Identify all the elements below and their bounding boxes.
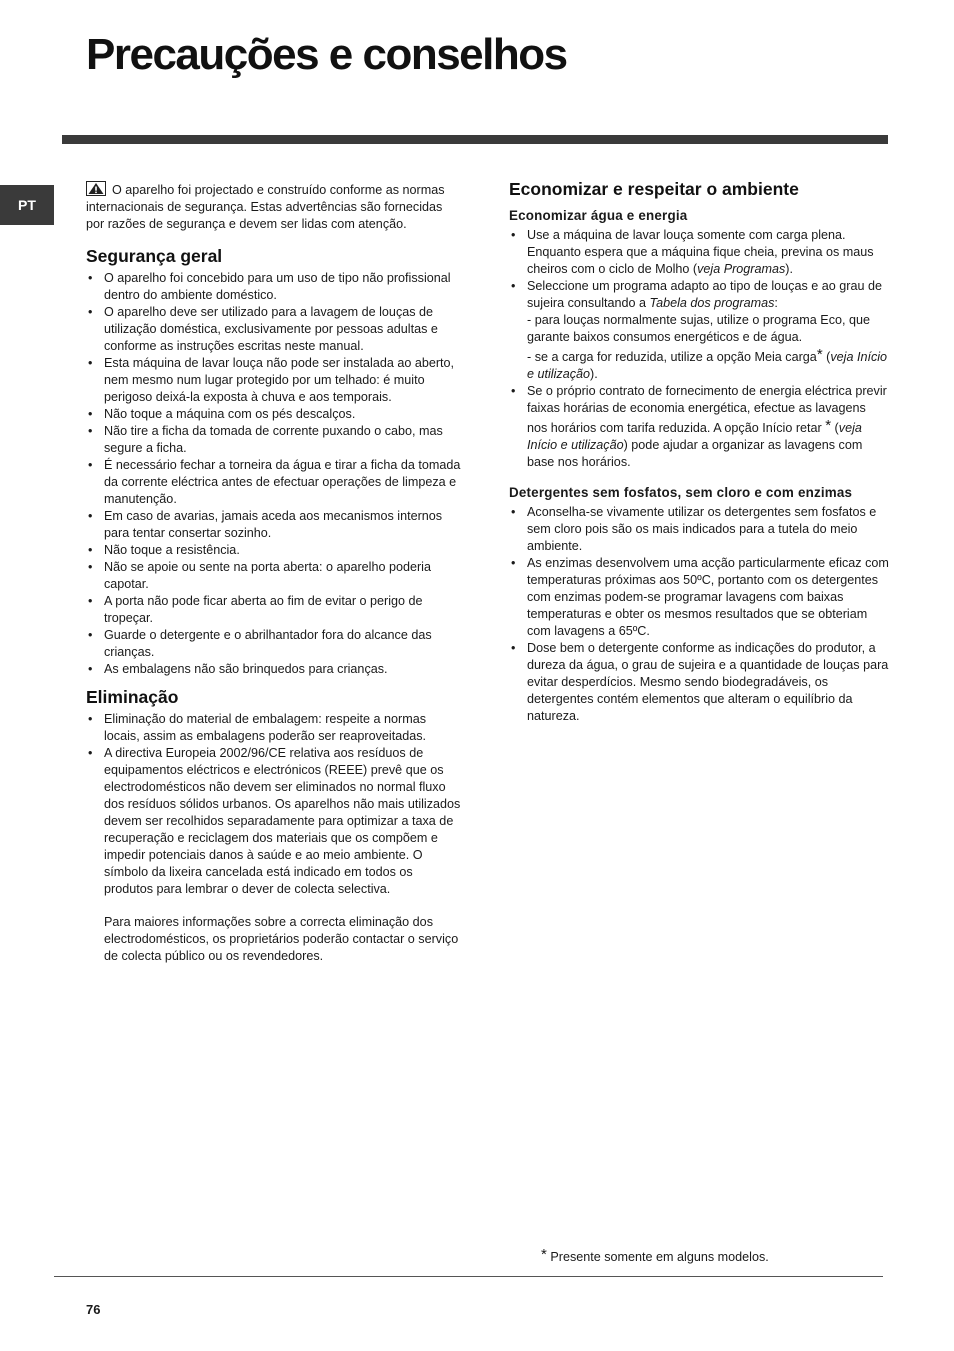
list-item: • Não se apoie ou sente na porta aberta: o aparelho poderia capotar. <box>86 559 464 593</box>
list-item <box>509 278 889 383</box>
item-reference: veja Início e utilização <box>527 421 862 452</box>
agua-energia-list <box>509 227 889 471</box>
detergentes-subheading: Detergentes sem fosfatos, sem cloro e com enzimas <box>509 485 853 500</box>
item-text: Seleccione um programa adapto ao tipo de louças e ao grau de sujeira consultando a <box>527 279 882 310</box>
ambiente-heading: Economizar e respeitar o ambiente <box>509 179 799 199</box>
item-text: ). <box>590 367 598 381</box>
list-item: • É necessário fechar a torneira da água e tirar a ficha da tomada da corrente eléctrica antes de efectuar operações de limpeza e manutenção. <box>86 457 464 508</box>
detergentes-list <box>509 504 889 725</box>
list-item: • Dose bem o detergente conforme as indicações do produtor, a dureza da água, o grau de sujeira e a quantidade de louças para evitar desperdícios. Mesmo sendo biodegradáveis, os detergentes contém elementos que alteram o equilíbrio da natureza. <box>509 640 889 725</box>
footnote <box>541 1246 769 1264</box>
footnote-marker: * <box>541 1246 547 1263</box>
list-item <box>509 227 889 278</box>
page-title: Precauções e conselhos <box>86 30 567 79</box>
list-item: • As embalagens não são brinquedos para crianças. <box>86 661 464 678</box>
list-item: • Não toque a máquina com os pés descalços. <box>86 406 464 423</box>
item-reference: Tabela dos programas <box>649 296 775 310</box>
spacer <box>509 471 889 483</box>
right-column <box>509 178 889 733</box>
item-text: ). <box>785 262 793 276</box>
eliminacao-heading: Eliminação <box>86 687 179 707</box>
eliminacao-note: Para maiores informações sobre a correcta eliminação dos electrodomésticos, os proprietários poderão contactar o serviço de colecta público ou os revendedores. <box>104 915 459 963</box>
intro-text: O aparelho foi projectado e construído conforme as normas internacionais de segurança. Estas advertências são fornecidas por razões de segurança e devem ser lidas com atenção. <box>86 183 445 231</box>
list-item: • As enzimas desenvolvem uma acção particularmente eficaz com temperaturas próximas aos 50ºC, portanto com os detergentes com enzimas podem-se programar lavagens com baixas temperaturas e obter os mesmos resultados que se obteriam com lavagens a 65ºC. <box>509 555 889 640</box>
list-item: • Esta máquina de lavar louça não pode ser instalada ao aberto, nem mesmo num lugar protegido por um telhado: é muito perigoso deixá-la exposta à chuva e aos temporais. <box>86 355 464 406</box>
item-text: - se a carga for reduzida, utilize a opção Meia carga <box>527 350 817 364</box>
item-text: ( <box>822 350 831 364</box>
list-item: • Em caso de avarias, jamais aceda aos mecanismos internos para tentar consertar sozinho. <box>86 508 464 542</box>
item-reference: veja Início e utilização <box>527 350 888 381</box>
left-column <box>86 181 464 965</box>
item-text: ( <box>831 421 839 435</box>
item-reference: veja Programas <box>697 262 786 276</box>
page-number: 76 <box>86 1302 101 1317</box>
footer-rule <box>54 1276 883 1277</box>
footnote-marker: * <box>825 417 832 434</box>
seguranca-list <box>86 270 464 678</box>
list-item: • Guarde o detergente e o abrilhantador fora do alcance das crianças. <box>86 627 464 661</box>
list-item <box>509 383 889 471</box>
list-item: • A directiva Europeia 2002/96/CE relativa aos resíduos de equipamentos eléctricos e electrónicos (REEE) prevê que os electrodomésticos não devem ser eliminados no normal fluxo dos resíduos sólidos urbanos. Os aparelhos não mais utilizados devem ser recolhidos separadamente para optimizar a taxa de recuperação e reciclagem dos materiais que os compõem e impedir potenciais danos à saúde e ao meio ambiente. O símbolo da lixeira cancelada está indicado em todos os produtos para lembrar o dever de colecta selectiva. <box>86 745 464 898</box>
header-rule <box>62 135 888 144</box>
list-item: • O aparelho foi concebido para um uso de tipo não profissional dentro do ambiente doméstico. <box>86 270 464 304</box>
list-item: • O aparelho deve ser utilizado para a lavagem de louças de utilização doméstica, exclusivamente por pessoas adultas e conforme as instruções escritas neste manual. <box>86 304 464 355</box>
item-text: ) pode ajudar a organizar as lavagens com base nos horários. <box>527 438 863 469</box>
list-item: • Não tire a ficha da tomada de corrente puxando o cabo, mas segure a ficha. <box>86 423 464 457</box>
list-item: • Aconselha-se vivamente utilizar os detergentes sem fosfatos e sem cloro pois são os mais indicados para a tutela do meio ambiente. <box>509 504 889 555</box>
language-tab: PT <box>0 185 54 225</box>
item-subline: - para louças normalmente sujas, utilize o programa Eco, que garante baixos consumos energéticos e de água. <box>527 313 871 344</box>
agua-energia-subheading: Economizar água e energia <box>509 208 688 223</box>
list-item: • Eliminação do material de embalagem: respeite a normas locais, assim as embalagens poderão ser reaproveitadas. <box>86 711 464 745</box>
seguranca-heading: Segurança geral <box>86 246 223 266</box>
item-text: Use a máquina de lavar louça somente com carga plena. Enquanto espera que a máquina fique cheia, previna os maus cheiros com o ciclo de Molho ( <box>527 228 874 276</box>
footnote-text: Presente somente em alguns modelos. <box>550 1250 769 1264</box>
eliminacao-list <box>86 711 464 898</box>
footnote-marker: * <box>816 346 823 363</box>
warning-icon <box>86 181 106 196</box>
list-item: • Não toque a resistência. <box>86 542 464 559</box>
item-text: : <box>774 296 778 310</box>
item-text: Se o próprio contrato de fornecimento de energia eléctrica previr faixas horárias de economia energética, efectue as lavagens nos horários com tarifa reduzida. A opção Início retar <box>527 384 887 435</box>
item-subline <box>527 346 889 383</box>
list-item: • A porta não pode ficar aberta ao fim de evitar o perigo de tropeçar. <box>86 593 464 627</box>
intro-paragraph <box>86 181 464 233</box>
